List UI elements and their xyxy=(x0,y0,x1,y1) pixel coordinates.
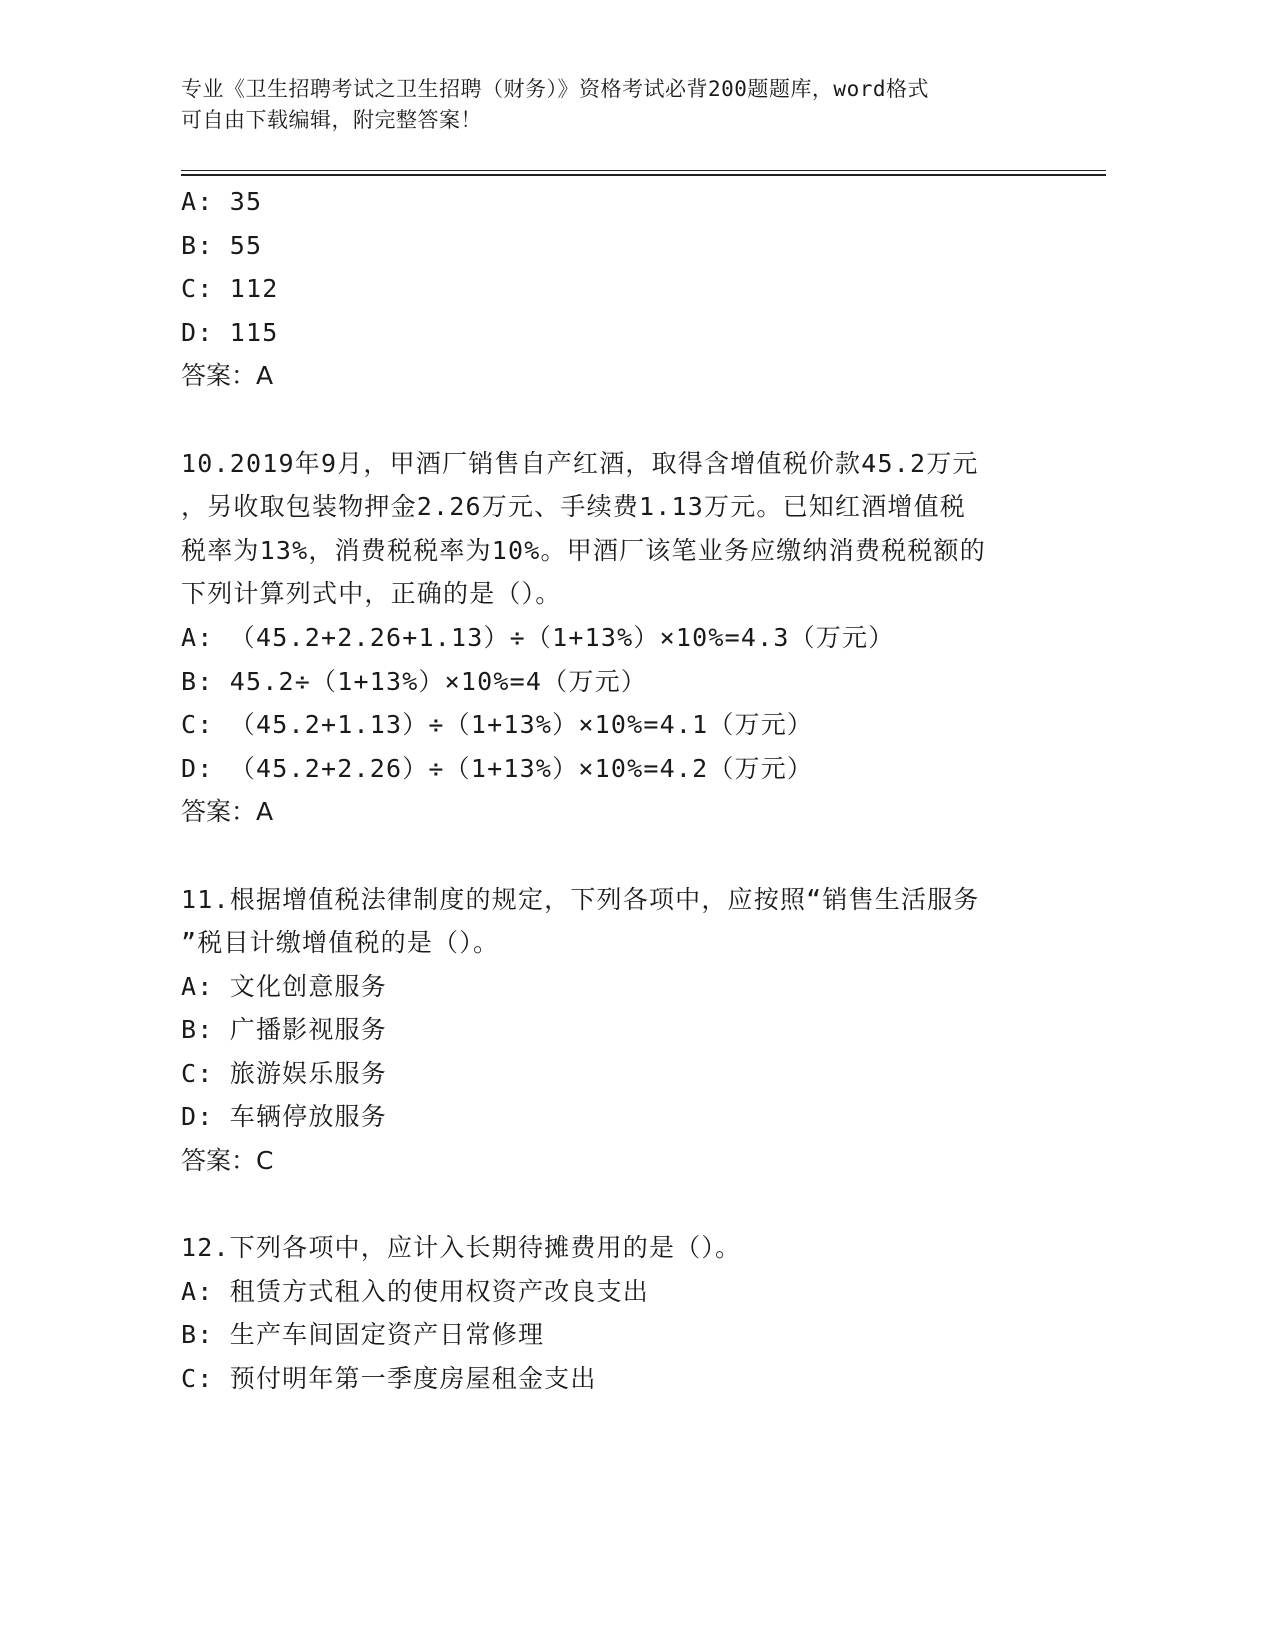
question-list xyxy=(181,180,1081,1401)
question-stem-line: 税率为13%，消费税税率为10%。甲酒厂该笔业务应缴纳消费税税额的 xyxy=(181,535,986,565)
question-10 xyxy=(181,442,1081,834)
option-c: C: 112 xyxy=(181,274,279,304)
question-stem-line: 下列计算列式中，正确的是（）。 xyxy=(181,579,562,609)
question-stem-line: 10.2019年9月，甲酒厂销售自产红酒，取得含增值税价款45.2万元 xyxy=(181,448,979,478)
option-d: D: 115 xyxy=(181,317,279,347)
header-line-1: 专业《卫生招聘考试之卫生招聘（财务）》资格考试必背200题题库，word格式 xyxy=(181,77,929,101)
spacer xyxy=(181,834,1081,878)
spacer xyxy=(181,398,1081,442)
header-line-2: 可自由下载编辑，附完整答案！ xyxy=(181,108,482,132)
option-b: B: 广播影视服务 xyxy=(181,1015,387,1045)
page-header xyxy=(181,74,1061,136)
header-divider-thin xyxy=(181,170,1106,171)
option-c: C: 旅游娱乐服务 xyxy=(181,1058,387,1088)
option-a: A: 35 xyxy=(181,187,263,216)
option-c: C: （45.2+1.13）÷（1+13%）×10%=4.1（万元） xyxy=(181,710,814,740)
question-stem-line: ，另收取包装物押金2.26万元、手续费1.13万元。已知红酒增值税 xyxy=(181,492,967,522)
header-divider-thick xyxy=(181,174,1106,176)
question-11 xyxy=(181,878,1081,1183)
spacer xyxy=(181,1183,1081,1227)
option-d: D: 车辆停放服务 xyxy=(181,1102,387,1132)
option-a: A: 租赁方式租入的使用权资产改良支出 xyxy=(181,1276,649,1306)
option-a: A: （45.2+2.26+1.13）÷（1+13%）×10%=4.3（万元） xyxy=(181,622,895,652)
question-12 xyxy=(181,1226,1081,1400)
option-b: B: 生产车间固定资产日常修理 xyxy=(181,1320,545,1350)
question-stem-line: ”税目计缴增值税的是（）。 xyxy=(181,928,500,958)
option-a: A: 文化创意服务 xyxy=(181,971,387,1001)
answer-line: 答案：C xyxy=(181,1146,274,1176)
question-stem-line: 11.根据增值税法律制度的规定，下列各项中，应按照“销售生活服务 xyxy=(181,884,980,914)
question-stem-line: 12.下列各项中，应计入长期待摊费用的是（）。 xyxy=(181,1233,742,1263)
answer-line: 答案：A xyxy=(181,361,274,391)
option-b: B: 45.2÷（1+13%）×10%=4（万元） xyxy=(181,666,647,696)
option-d: D: （45.2+2.26）÷（1+13%）×10%=4.2（万元） xyxy=(181,753,814,783)
option-b: B: 55 xyxy=(181,230,263,260)
question-9 xyxy=(181,180,1081,398)
answer-line: 答案：A xyxy=(181,797,274,827)
option-c: C: 预付明年第一季度房屋租金支出 xyxy=(181,1364,597,1394)
